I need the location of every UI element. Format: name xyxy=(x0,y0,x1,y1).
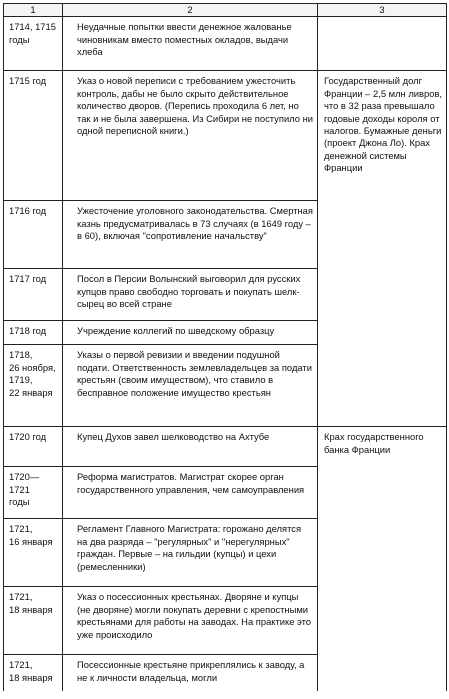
france-cell: Крах государственного банка Франции xyxy=(318,427,447,467)
france-cell: Государственный долг Франции – 2,5 млн ливров, что в 32 раза превышало годовые доходы короля от налогов. Бумажные деньги (проект Джона Ло). Крах денежной системы Франции xyxy=(318,71,447,201)
table-row xyxy=(4,71,447,201)
event-cell: Посол в Персии Волынский выговорил для русских купцов право свободно торговать и покупать шелк-сырец во всей стране xyxy=(63,269,318,321)
date-cell: 1716 год xyxy=(4,201,63,269)
table-header xyxy=(4,4,447,17)
france-cell xyxy=(318,519,447,587)
event-cell: Купец Духов завел шелководство на Ахтубе xyxy=(63,427,318,467)
table-row xyxy=(4,17,447,71)
date-cell: 1717 год xyxy=(4,269,63,321)
date-cell: 1715 год xyxy=(4,71,63,201)
france-cell xyxy=(318,321,447,345)
france-cell xyxy=(318,201,447,269)
table-row xyxy=(4,587,447,655)
event-cell: Указ о посессионных крестьянах. Дворяне и купцы (не дворяне) могли покупать деревни с крепостными крестьянами для работы на заводах. На практике это уже происходило xyxy=(63,587,318,655)
france-cell xyxy=(318,269,447,321)
france-cell xyxy=(318,655,447,691)
table-row xyxy=(4,655,447,691)
table-row xyxy=(4,467,447,519)
table-row xyxy=(4,519,447,587)
event-cell: Посессионные крестьяне прикреплялись к заводу, а не к личности владельца, могли xyxy=(63,655,318,691)
chronology-table xyxy=(3,3,447,691)
date-cell: 1720—1721 годы xyxy=(4,467,63,519)
date-cell: 1718, 26 ноября, 1719, 22 января xyxy=(4,345,63,427)
date-cell: 1721, 18 января xyxy=(4,655,63,691)
date-cell: 1718 год xyxy=(4,321,63,345)
france-cell xyxy=(318,345,447,427)
header-col-3: 3 xyxy=(318,4,447,17)
event-cell: Указы о первой ревизии и введении подушной подати. Ответственность землевладельцев за подати крестьян (своим имуществом), что ставило в бесправное положение имущество крестьян xyxy=(63,345,318,427)
header-col-2: 2 xyxy=(63,4,318,17)
date-cell: 1721, 16 января xyxy=(4,519,63,587)
event-cell: Ужесточение уголовного законодательства. Смертная казнь предусматривалась в 73 случаях (в 1649 году – в 60), включая "сопротивление начальству" xyxy=(63,201,318,269)
event-cell: Реформа магистратов. Магистрат скорее орган государственного управления, чем самоуправления xyxy=(63,467,318,519)
france-cell xyxy=(318,587,447,655)
france-cell xyxy=(318,17,447,71)
event-cell: Указ о новой переписи с требованием ужесточить контроль, дабы не было скрыто действительное количество дворов. (Перепись проходила 6 лет, но так и не была завершена. Из Сибири не поступило ни одной переписной книги.) xyxy=(63,71,318,201)
france-cell xyxy=(318,467,447,519)
table-row xyxy=(4,321,447,345)
table-row xyxy=(4,345,447,427)
date-cell: 1714, 1715 годы xyxy=(4,17,63,71)
date-cell: 1720 год xyxy=(4,427,63,467)
header-col-1: 1 xyxy=(4,4,63,17)
event-cell: Регламент Главного Магистрата: горожано делятся на два разряда – "регулярных" и "нерегулярных" граждан. Первые – на гильдии (купцы) и цехи (ремесленники) xyxy=(63,519,318,587)
event-cell: Неудачные попытки ввести денежное жалованье чиновникам вместо поместных окладов, выдачи хлеба xyxy=(63,17,318,71)
table-row xyxy=(4,201,447,269)
table-row xyxy=(4,427,447,467)
event-cell: Учреждение коллегий по шведскому образцу xyxy=(63,321,318,345)
date-cell: 1721, 18 января xyxy=(4,587,63,655)
table-row xyxy=(4,269,447,321)
